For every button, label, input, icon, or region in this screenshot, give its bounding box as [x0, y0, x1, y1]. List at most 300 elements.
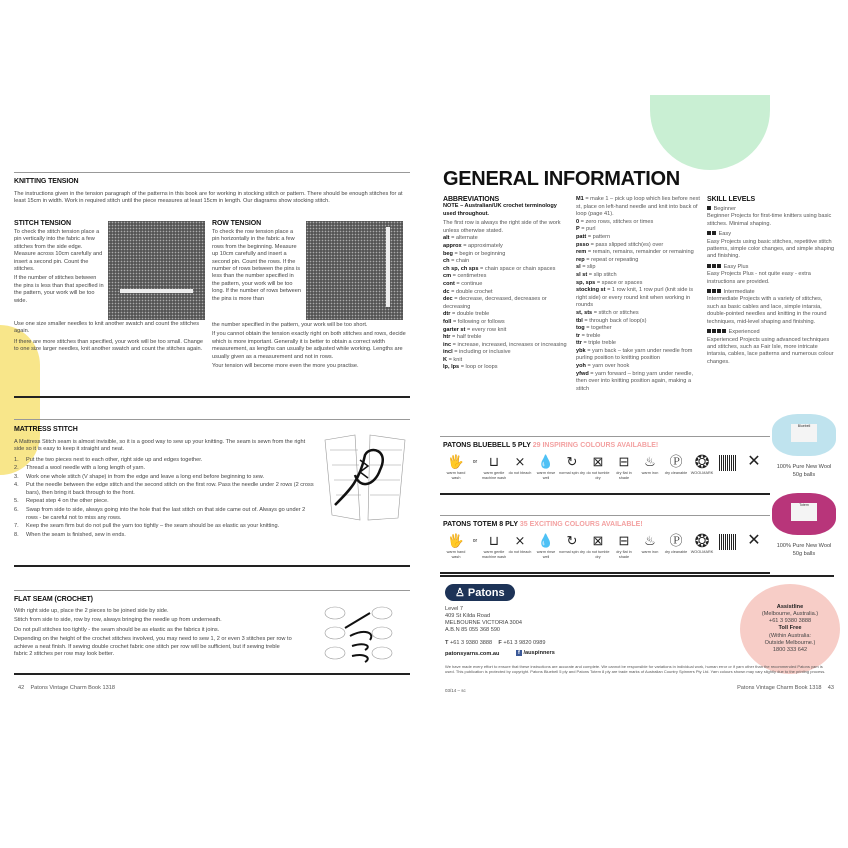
abbreviation-meaning: centimetres	[457, 273, 487, 280]
care-symbol	[689, 532, 715, 555]
hand-wash-icon: 🖐	[447, 533, 465, 548]
row-tension-text	[212, 322, 410, 370]
or-label	[469, 532, 481, 550]
abbreviation-item	[576, 287, 700, 310]
care-label: normal spin dry	[559, 550, 585, 554]
step-number: 7.	[14, 523, 19, 530]
divider	[440, 436, 770, 437]
abbreviation-term: cont	[443, 280, 455, 287]
row-tension-heading: ROW TENSION	[212, 220, 262, 227]
or-label	[469, 453, 481, 471]
no-bleach-icon: ⨯	[514, 533, 526, 548]
patons-logo: ♙ Patons	[445, 584, 515, 601]
step-number: 4.	[14, 481, 19, 488]
website-link[interactable]: patonsyarns.com.au	[445, 651, 500, 657]
abbreviation-separator: =	[447, 356, 454, 363]
abbreviation-term: beg	[443, 250, 453, 257]
abbreviation-meaning: stitch or stitches	[598, 309, 639, 316]
page-title: GENERAL INFORMATION	[443, 168, 680, 190]
abbreviation-separator: =	[461, 242, 469, 249]
care-symbol	[585, 453, 611, 480]
divider	[14, 565, 410, 567]
dry-clean-icon: Ⓟ	[669, 454, 683, 469]
abbreviations-heading: ABBREVIATIONS	[443, 196, 500, 203]
abbreviation-separator: =	[451, 318, 458, 325]
flat-line: Stitch from side to side, row by row, always bringing the needle up from underneath.	[14, 617, 222, 624]
abbreviations-column-2	[576, 196, 700, 393]
abbreviation-item	[443, 258, 570, 266]
abbreviation-item	[443, 327, 570, 335]
care-symbols	[443, 532, 767, 559]
abbreviation-item	[576, 242, 700, 250]
stitch-tension-heading: STITCH TENSION	[14, 220, 71, 227]
rinse-icon: 💧	[537, 533, 555, 548]
abbreviation-term: incl	[443, 349, 453, 356]
abbreviation-term: rep	[576, 256, 585, 263]
abbreviation-item	[443, 296, 570, 311]
iron-icon: ♨	[644, 533, 656, 548]
care-label: dry flat in shade	[616, 550, 632, 559]
care-label: warm rinse well	[536, 471, 556, 480]
abbreviation-term: yfwd	[576, 370, 589, 377]
abbreviation-term: dec	[443, 296, 453, 303]
facebook-link[interactable]	[516, 650, 555, 657]
step-number: 6.	[14, 506, 19, 513]
skill-name: Easy	[718, 231, 731, 238]
mattress-stitch-heading: MATTRESS STITCH	[14, 426, 78, 433]
abbreviation-separator: =	[586, 249, 593, 256]
care-label: normal spin dry	[559, 471, 585, 475]
needles-icon: ✕	[747, 532, 761, 549]
care-label: do not tumble dry	[586, 550, 610, 559]
care-symbol	[663, 532, 689, 555]
abbreviation-meaning: every row knit	[471, 326, 507, 333]
step-number: 1.	[14, 457, 19, 463]
abbreviation-term: stocking st	[576, 287, 606, 294]
divider	[14, 172, 410, 173]
woolmark-icon: ❂	[694, 531, 710, 551]
abbreviation-meaning: purl	[586, 226, 596, 233]
address-line: 409 St Kilda Road	[445, 613, 491, 619]
step-text: Swap from side to side, always going into the hole that the last stitch on that side came out of. Always go under 2 rows - be careful not to miss any rows.	[26, 506, 306, 522]
skill-level-name	[707, 206, 835, 213]
care-symbols	[443, 453, 767, 480]
woolmark-icon: ❂	[694, 452, 710, 472]
divider	[440, 575, 834, 577]
mattress-step	[14, 531, 314, 539]
mattress-step	[14, 497, 314, 505]
spin-dry-icon: ↻	[566, 533, 578, 548]
abbreviation-separator: =	[585, 347, 593, 354]
abbreviation-item	[443, 334, 570, 342]
mattress-stitch-diagram	[320, 430, 410, 525]
abbreviations-note: NOTE – Australian/UK crochet terminology used throughout.	[443, 203, 557, 217]
abbreviation-separator: =	[588, 370, 596, 377]
abbreviation-separator: =	[452, 296, 460, 303]
address-line: Level 7	[445, 606, 464, 612]
assist-line: Outside Melbourne.)	[764, 639, 816, 646]
abbreviation-item	[443, 235, 570, 243]
abbreviation-item	[576, 196, 700, 219]
skill-level-name	[707, 231, 835, 238]
abbreviation-term: tr	[576, 332, 581, 339]
abbreviation-meaning: half treble	[456, 334, 482, 341]
step-number: 8.	[14, 531, 19, 538]
dry-flat-icon: ⊟	[618, 533, 630, 548]
abbreviation-meaning: space or spaces	[601, 279, 643, 286]
abbreviation-separator: =	[589, 241, 596, 248]
abbreviation-term: dc	[443, 288, 450, 295]
abbreviation-term: ch	[443, 258, 450, 265]
care-symbol	[559, 453, 585, 476]
care-label: warm iron	[641, 471, 659, 475]
skill-description: Intermediate Projects with a variety of stitches, such as basic cables and lace, simple intarsia, double-pointed needles and knitting in the round techniques, mid-level shaping and finishing.	[707, 296, 827, 325]
skill-level	[707, 264, 835, 286]
abbreviation-meaning: alternate	[455, 235, 478, 242]
divider	[440, 493, 770, 495]
abbreviation-meaning: zero rows, stitches or times	[585, 218, 654, 225]
skill-name: Experienced	[728, 329, 760, 336]
address	[445, 606, 522, 634]
tension-grid-icon	[715, 453, 741, 473]
step-number: 2.	[14, 465, 19, 472]
abbreviations-intro: The first row is always the right side of the work unless otherwise stated.	[443, 220, 561, 234]
mattress-intro: A Mattress Stitch seam is almost invisible, so it is a good way to sew up your knitting. The seam is sewn from the right side so it is easy to keep it straight and neat.	[14, 439, 306, 453]
or-text: or	[472, 459, 478, 465]
care-symbol	[507, 453, 533, 476]
abbreviation-term: approx	[443, 242, 462, 249]
abbreviation-term: lp, lps	[443, 364, 460, 371]
rinse-icon: 💧	[537, 454, 555, 469]
care-symbol	[481, 453, 507, 480]
abbreviation-separator: =	[449, 235, 456, 242]
care-symbol	[611, 532, 637, 559]
assist-line: (Within Australia:	[769, 632, 811, 639]
abbreviation-meaning: yarn back – take yarn under needle from purling position to knitting position	[576, 347, 693, 362]
disclaimer: We have made every effort to ensure that these instructions are accurate and complete. We cannot be responsible for variations in individual work, human error or if yarn other than the recommended Patons yarn is used. This publication is protected by copyright. Patons Bluebell 5 ply and Patons Totem 8 ply are trade marks of Australian Country Spinners Pty Ltd. Yarn colours shown may vary slightly due to the printing process.	[445, 664, 826, 675]
step-text: Put the needle between the edge stitch and the second stitch on the first row. Pass the needle under 2 rows (2 cross bars), then bring it back through to the front.	[26, 481, 314, 497]
divider	[440, 572, 770, 574]
yarn-heading	[443, 442, 658, 449]
facebook-icon: f	[518, 650, 520, 656]
abbreviation-item	[576, 257, 700, 265]
step-text: Repeat step 4 on the other piece.	[26, 498, 109, 505]
green-decor-circle	[650, 95, 770, 170]
abbreviation-meaning: repeat or repeating	[591, 256, 639, 263]
flat-seam-text	[14, 608, 294, 658]
abbreviation-meaning: make 1 – pick up loop which lies before next st, place on left-hand needle and knit into back of loop (page 41).	[576, 196, 700, 218]
abbreviation-item	[576, 333, 700, 341]
stitch-p1: To check the stitch tension place a pin vertically into the fabric a few stitches from the side edge. Measure across 10cm carefully and insert a second pin. Count the stitches.	[14, 229, 103, 273]
abbreviation-meaning: yarn over hook	[592, 363, 630, 370]
abbreviation-term: sl st	[576, 271, 588, 278]
no-tumble-icon: ⊠	[592, 533, 604, 548]
abbreviation-separator: =	[579, 218, 586, 225]
abbreviation-meaning: double crochet	[455, 288, 493, 295]
skill-description: Easy Projects using basic stitches, repetitive stitch patterns, simple color changes, and simple shaping and finishing.	[707, 238, 835, 260]
abbreviation-meaning: following or follows	[457, 318, 505, 325]
dry-clean-icon: Ⓟ	[669, 533, 683, 548]
flat-line: With right side up, place the 2 pieces to be joined side by side.	[14, 608, 169, 614]
mattress-step	[14, 456, 314, 464]
abbreviation-term: alt	[443, 235, 450, 242]
step-text: Work one whole stitch (V shape) in from the edge and leave a long end before beginning to sew.	[26, 473, 265, 480]
abbreviation-meaning: slip	[587, 264, 596, 271]
abbreviation-item	[576, 363, 700, 371]
abbreviation-meaning: 1 row knit, 1 row purl (knit side is right side) or every round knit when working in rounds	[576, 287, 694, 309]
abbreviation-item	[576, 348, 700, 363]
abbreviation-separator: =	[459, 364, 466, 371]
skill-description: Easy Projects Plus - not quite easy - extra instructions are provided.	[707, 271, 811, 285]
care-symbol	[637, 453, 663, 476]
abbreviation-term: inc	[443, 341, 452, 348]
abbreviation-separator: =	[452, 349, 460, 356]
skill-level-name	[707, 289, 835, 296]
mattress-steps	[14, 456, 314, 539]
spin-dry-icon: ↻	[566, 454, 578, 469]
care-symbol	[637, 532, 663, 555]
skill-level-squares-icon	[707, 329, 729, 335]
abbreviation-separator: =	[449, 258, 456, 265]
abbreviation-term: foll	[443, 318, 452, 325]
abbreviation-term: ybk	[576, 347, 586, 354]
abbreviation-separator: =	[580, 264, 588, 271]
mattress-step	[14, 506, 314, 523]
care-symbol	[481, 532, 507, 559]
mattress-step	[14, 522, 314, 530]
abbreviation-meaning: pattern	[592, 233, 611, 240]
abbreviation-item	[576, 234, 700, 242]
abbreviation-meaning: triple treble	[588, 340, 616, 347]
yarn-ball-label: Bluebell	[791, 424, 817, 442]
yarn-ball-weight: 50g balls	[792, 472, 816, 478]
abbreviation-meaning: together	[591, 325, 612, 332]
abbreviation-term: htr	[443, 334, 451, 341]
abbreviation-item	[443, 273, 570, 281]
care-label: dry cleanable	[664, 471, 688, 475]
abbreviation-meaning: begin or beginning	[459, 250, 506, 257]
print-code: 03/14 – sc	[445, 688, 466, 693]
abbreviation-separator: =	[605, 287, 612, 294]
flat-seam-diagram	[320, 598, 400, 668]
abbreviation-item	[576, 280, 700, 288]
abbreviation-item	[443, 319, 570, 327]
row-p4: Your tension will become more even the more you practise.	[212, 363, 359, 370]
abbreviation-meaning: treble	[586, 332, 601, 339]
skill-level-squares-icon	[707, 231, 719, 237]
assist-line: (Melbourne, Australia.)	[761, 610, 819, 617]
abbreviation-separator: =	[450, 334, 457, 341]
row-p3: If you cannot obtain the tension exactly right on both stitches and rows, decide which is more important. Generally it is better to obtain a correct width measurement, as lengths can usually be adjusted while working. Lengths are usually given as a measurement and not in rows.	[212, 331, 406, 360]
yarn-fibre: 100% Pure New Wool	[776, 464, 832, 470]
step-number: 3.	[14, 473, 19, 480]
care-symbol	[533, 453, 559, 480]
abbreviation-item	[443, 243, 570, 251]
abbreviation-item	[576, 310, 700, 318]
abbreviation-term: cm	[443, 273, 452, 280]
abbreviation-item	[576, 371, 700, 394]
care-label: do not bleach	[508, 471, 532, 475]
abbreviation-meaning: chain	[455, 258, 470, 265]
facebook-handle: /auspinners	[523, 650, 555, 656]
abbreviation-item	[443, 281, 570, 289]
abbreviation-item	[443, 349, 570, 357]
skill-level-squares-icon	[707, 264, 724, 270]
abbreviation-term: rem	[576, 249, 587, 256]
divider	[14, 590, 410, 591]
skill-name: Easy Plus	[723, 263, 749, 270]
abbreviation-separator: =	[595, 279, 602, 286]
yarn-ball-image	[772, 493, 836, 535]
abbreviation-meaning: double treble	[456, 311, 490, 318]
left-footer	[18, 685, 115, 691]
abbreviation-item	[443, 251, 570, 259]
skill-description: Experienced Projects using advanced techniques and stitches, such as Fair Isle, more intricate intarsia, cables, lace patterns and numerous colour changes.	[707, 336, 834, 365]
abbreviation-term: 0	[576, 218, 580, 225]
address-line: MELBOURNE VICTORIA 3004	[445, 620, 522, 626]
flat-line: Do not pull stitches too tightly - the seam should be as elastic as the fabrics it joins.	[14, 626, 220, 633]
row-p2: the number specified in the pattern, your work will be too short.	[212, 322, 368, 328]
toll-free-heading: Toll Free	[778, 625, 802, 632]
hand-wash-icon: 🖐	[447, 454, 465, 469]
mattress-step	[14, 481, 314, 498]
abbreviation-separator: =	[584, 325, 592, 332]
book-title: Patons Vintage Charm Book 1318	[30, 685, 115, 691]
divider	[14, 673, 410, 675]
care-label: do not bleach	[508, 550, 532, 554]
abbreviation-meaning: decrease, decreased, decreases or decreasing	[443, 296, 547, 310]
abbreviation-separator: =	[465, 326, 472, 333]
abbreviation-item	[443, 357, 570, 365]
abbreviation-meaning: including or inclusive	[459, 349, 511, 356]
abbreviation-item	[576, 219, 700, 227]
abbreviation-meaning: chain space or chain spaces	[484, 265, 556, 272]
divider	[14, 396, 410, 398]
abbreviation-term: sp, sps	[576, 279, 596, 286]
abbreviation-separator: =	[580, 332, 587, 339]
abbreviation-item	[576, 226, 700, 234]
phone-label: T	[445, 640, 449, 646]
abbreviation-item	[576, 272, 700, 280]
abbreviation-separator: =	[584, 256, 592, 263]
abbreviation-separator: =	[583, 196, 591, 202]
abbreviation-separator: =	[451, 273, 458, 280]
care-label: warm rinse well	[536, 550, 556, 559]
stitch-tension-text	[14, 229, 104, 305]
right-footer	[737, 685, 834, 691]
yarn-ball-weight: 50g balls	[792, 551, 816, 557]
abbreviation-separator: =	[585, 363, 593, 370]
assist-phone: +61 3 9380 3888	[768, 618, 812, 625]
abbreviation-separator: =	[587, 271, 594, 278]
mattress-step	[14, 464, 314, 472]
yarn-name: PATONS TOTEM 8 PLY	[443, 521, 518, 528]
abbreviation-separator: =	[454, 280, 462, 287]
abbreviation-separator: =	[579, 226, 587, 233]
care-label: do not tumble dry	[586, 471, 610, 480]
abbreviation-item	[443, 266, 570, 274]
care-symbol	[611, 453, 637, 480]
assistline-heading: Assistline	[776, 603, 804, 610]
fax: +61 3 9820 0989	[503, 640, 546, 646]
abbreviation-term: garter st	[443, 326, 466, 333]
abbreviation-term: tog	[576, 325, 585, 332]
abbreviation-separator: =	[449, 288, 456, 295]
yarn-colours-available: 29 INSPIRING COLOURS AVAILABLE!	[532, 442, 659, 449]
stitch-p3: Use one size smaller needles to knit another swatch and count the stitches again.	[14, 321, 200, 335]
care-label: warm hand wash	[446, 550, 466, 559]
care-symbol	[663, 453, 689, 476]
row-tension-swatch-image	[306, 221, 403, 320]
abbreviation-meaning: approximately	[468, 242, 503, 249]
abbreviation-term: M1	[576, 196, 584, 202]
abbreviation-item	[443, 289, 570, 297]
row-p1: To check the row tension place a pin horizontally in the fabric a few rows from the beginning. Measure up 10cm carefully and insert a second pin. Count the rows. If the number of rows between the pins is less than the number specified in the pattern, your work will be too long. If the number of rows between the pins is more than	[212, 229, 301, 302]
skill-level	[707, 289, 835, 326]
tension-intro: The instructions given in the tension paragraph of the patterns in this book are for working in stocking stitch or pattern. There should be enough stitches for at least 15cm in width. Work in required stitch until the piece measures at least 15cm in length. Our diagrams show stocking stitch.	[14, 191, 403, 205]
abbreviation-term: K	[443, 356, 448, 363]
fax-label: F	[498, 640, 502, 646]
skill-level-squares-icon	[707, 289, 724, 295]
abbreviation-separator: =	[581, 340, 589, 347]
care-label: warm iron	[641, 550, 659, 554]
mattress-step	[14, 473, 314, 481]
abbreviation-meaning: slip stitch	[593, 271, 617, 278]
abbreviation-item	[576, 249, 700, 257]
abbreviation-separator: =	[592, 309, 599, 316]
skill-level	[707, 231, 835, 261]
stitch-p2: If the number of stitches between the pins is less than that specified in the pattern, your work will be too wide.	[14, 275, 104, 304]
needles-icon: ✕	[747, 453, 761, 470]
abbreviation-separator: =	[451, 341, 458, 348]
abbreviation-meaning: yarn forward – bring yarn under needle, then over into knitting position again, making a stitch	[576, 370, 694, 392]
abbreviation-separator: =	[586, 233, 593, 240]
abbreviation-item	[443, 342, 570, 350]
care-symbol	[585, 532, 611, 559]
abbreviation-term: yoh	[576, 363, 586, 370]
book-title: Patons Vintage Charm Book 1318	[737, 685, 822, 691]
care-label: WOOLMARK	[690, 471, 714, 475]
iron-icon: ♨	[644, 454, 656, 469]
logo-text: Patons	[467, 587, 505, 599]
abbreviation-term: ch sp, ch sps	[443, 265, 479, 272]
care-symbol	[443, 532, 469, 559]
care-label: dry cleanable	[664, 550, 688, 554]
abbreviation-term: dtr	[443, 311, 451, 318]
abbreviation-term: sl	[576, 264, 581, 271]
stitch-tension-swatch-image	[108, 221, 205, 320]
abbreviation-meaning: continue	[461, 280, 483, 287]
phone-fax	[445, 640, 546, 647]
skill-levels	[707, 196, 835, 366]
abbreviation-term: psso	[576, 241, 590, 248]
care-symbol	[533, 532, 559, 559]
abbreviation-meaning: knit	[453, 356, 463, 363]
abbreviation-term: patt	[576, 233, 587, 240]
skill-description: Beginner Projects for first-time knitters using basic stitches. Minimal shaping.	[707, 213, 832, 227]
skill-name: Beginner	[713, 206, 736, 212]
address-line: A.B.N 85 055 368 590	[445, 627, 501, 633]
skill-level	[707, 206, 835, 228]
toll-free-number: 1800 333 642	[772, 647, 808, 653]
tension-grid-icon	[715, 532, 741, 552]
care-label: warm hand wash	[446, 471, 466, 480]
page-number: 43	[827, 685, 834, 691]
care-symbol	[443, 453, 469, 480]
skill-level-name	[707, 264, 835, 271]
phone: +61 3 9380 3888	[449, 640, 493, 646]
abbreviation-item	[576, 325, 700, 333]
